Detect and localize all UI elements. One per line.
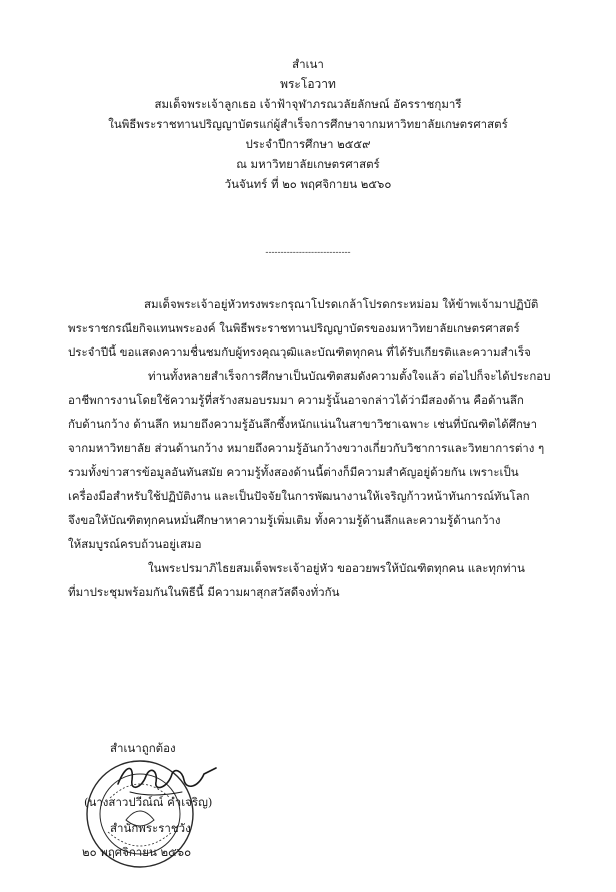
header-separator: ---------------------------- <box>265 248 351 258</box>
handwritten-signature-icon <box>112 758 222 798</box>
body-line: อาชีพการงานโดยใช้ความรู้ที่สร้างสมอบรมมา ความรู้นั้นอาจกล่าวได้ว่ามีสองด้าน คือด้านลึก <box>68 393 524 407</box>
body-line: สมเด็จพระเจ้าอยู่หัวทรงพระกรุณาโปรดเกล้าโปรดกระหม่อม ให้ข้าพเจ้ามาปฏิบัติ <box>144 297 539 311</box>
ceremony-date: วันจันทร์ ที่ ๒๐ พฤศจิกายน ๒๕๖๐ <box>224 177 392 191</box>
body-line: กับด้านกว้าง ด้านลึก หมายถึงความรู้อันลึกซึ้งหนักแน่นในสาขาวิชาเฉพาะ เช่นที่บัณฑิตได้ศึกษา <box>68 417 538 431</box>
royal-name: สมเด็จพระเจ้าลูกเธอ เจ้าฟ้าจุฬาภรณวลัยลักษณ์ อัครราชกุมารี <box>154 97 462 111</box>
signature-date: ๒๐ พฤศจิกายน ๒๕๖๐ <box>82 845 192 859</box>
body-line: จึงขอให้บัณฑิตทุกคนหมั่นศึกษาหาความรู้เพิ่มเติม ทั้งความรู้ด้านลึกและความรู้ด้านกว้าง <box>68 513 501 527</box>
body-line: พระราชกรณียกิจแทนพระองค์ ในพิธีพระราชทานปริญญาบัตรของมหาวิทยาลัยเกษตรศาสตร์ <box>68 321 520 335</box>
venue: ณ มหาวิทยาลัยเกษตรศาสตร์ <box>236 157 380 171</box>
document-title: พระโอวาท <box>280 77 336 91</box>
academic-year: ประจำปีการศึกษา ๒๕๕๙ <box>245 137 371 151</box>
speech-body <box>68 292 580 604</box>
signer-name: (นางสาวปวีณ์ณ์ คำเจริญ) <box>84 795 213 809</box>
signature-block <box>70 736 290 866</box>
body-line: จากมหาวิทยาลัย ส่วนด้านกว้าง หมายถึงความรู้อันกว้างขวางเกี่ยวกับวิชาการและวิทยาการต่าง ๆ <box>68 441 545 455</box>
body-line: ในพระปรมาภิไธยสมเด็จพระเจ้าอยู่หัว ขออวยพรให้บัณฑิตทุกคน และทุกท่าน <box>148 561 525 575</box>
body-line: เครื่องมือสำหรับใช้ปฏิบัติงาน และเป็นปัจจัยในการพัฒนางานให้เจริญก้าวหน้าทันการณ์ทันโลก <box>68 489 530 503</box>
ceremony-title: ในพิธีพระราชทานปริญญาบัตรแก่ผู้สำเร็จการศึกษาจากมหาวิทยาลัยเกษตรศาสตร์ <box>108 117 508 131</box>
body-line: ท่านทั้งหลายสำเร็จการศึกษาเป็นบัณฑิตสมดังความตั้งใจแล้ว ต่อไปก็จะได้ประกอบ <box>148 369 551 383</box>
signer-office: สำนักพระราชวัง <box>110 821 191 835</box>
certified-copy-label: สำเนาถูกต้อง <box>110 741 176 755</box>
document-header <box>0 54 616 194</box>
body-line: ประจำปีนี้ ขอแสดงความชื่นชมกับผู้ทรงคุณวุฒิและบัณฑิตทุกคน ที่ได้รับเกียรติและความสำเร็จ <box>68 345 531 359</box>
body-line: รวมทั้งข่าวสารข้อมูลอันทันสมัย ความรู้ทั้งสองด้านนี้ต่างก็มีความสำคัญอยู่ด้วยกัน เพราะเป็น <box>68 465 519 479</box>
body-line: ให้สมบูรณ์ครบถ้วนอยู่เสมอ <box>68 537 202 551</box>
body-line: ที่มาประชุมพร้อมกันในพิธีนี้ มีความผาสุกสวัสดีจงทั่วกัน <box>68 585 340 599</box>
copy-label: สำเนา <box>292 57 324 71</box>
